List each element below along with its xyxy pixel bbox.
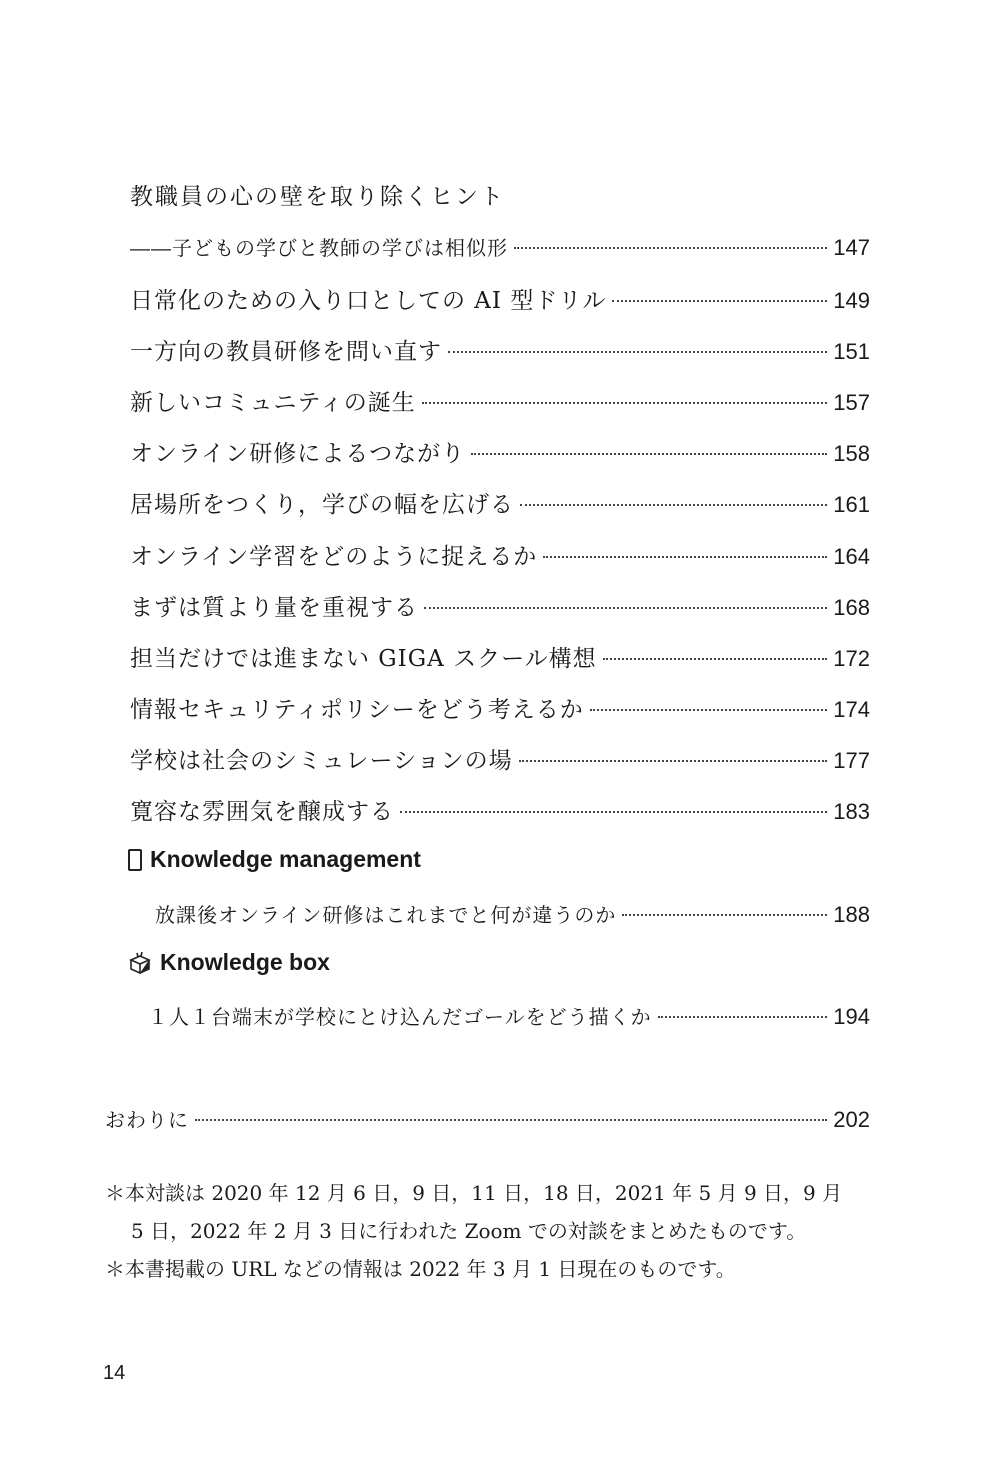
leader-dots bbox=[612, 300, 827, 302]
toc-entry-title: 学校は社会のシミュレーションの場 bbox=[130, 748, 513, 774]
footnote-1: ＊本対談は 2020 年 12 月 6 日，9 日，11 日，18 日，2021 年 5 月 9 日，9 月 bbox=[105, 1181, 843, 1205]
knowledge-management-heading bbox=[128, 846, 421, 873]
toc-entry-page: 194 bbox=[833, 1004, 870, 1029]
toc-entry-page: 151 bbox=[833, 339, 870, 364]
toc-entry-title: おわりに bbox=[105, 1108, 189, 1132]
toc-entry-title: オンライン研修によるつながり bbox=[130, 441, 466, 467]
leader-dots bbox=[543, 556, 827, 558]
toc-entry bbox=[130, 282, 870, 315]
toc-entry bbox=[130, 232, 870, 261]
toc-entry-page: 183 bbox=[833, 799, 870, 824]
toc-entry-title: 放課後オンライン研修はこれまでと何が違うのか bbox=[155, 903, 617, 927]
toc-entry-title: 日常化のための入り口としての AI 型ドリル bbox=[130, 288, 607, 314]
toc-entry-page: 158 bbox=[833, 441, 870, 466]
leader-dots bbox=[658, 1016, 828, 1018]
toc-entry-page: 168 bbox=[833, 595, 870, 620]
toc-entry-title: 担当だけでは進まない GIGA スクール構想 bbox=[130, 646, 597, 672]
toc-entry-title: 情報セキュリティポリシーをどう考えるか bbox=[130, 697, 584, 723]
toc-entry bbox=[155, 899, 870, 928]
toc-entry bbox=[130, 793, 870, 826]
toc-entry bbox=[130, 435, 870, 468]
toc-entry-page: 177 bbox=[833, 748, 870, 773]
leader-dots bbox=[448, 351, 827, 353]
tablet-icon bbox=[128, 849, 142, 871]
knowledge-management-label: Knowledge management bbox=[150, 846, 421, 872]
toc-entry-title: 一方向の教員研修を問い直す bbox=[130, 339, 442, 365]
leader-dots bbox=[520, 504, 827, 506]
toc-entry-title: オンライン学習をどのように捉えるか bbox=[130, 544, 538, 570]
toc-entry bbox=[130, 691, 870, 724]
toc-chapter-heading: 教職員の心の壁を取り除くヒント bbox=[130, 184, 505, 210]
toc-entry-title: 新しいコミュニティの誕生 bbox=[130, 390, 416, 416]
toc-entry-title: 居場所をつくり，学びの幅を広げる bbox=[130, 492, 514, 518]
toc-entry-page: 164 bbox=[833, 544, 870, 569]
leader-dots bbox=[622, 914, 827, 916]
toc-entry-page: 188 bbox=[833, 902, 870, 927]
toc-entry bbox=[130, 640, 870, 673]
footnote-2: ＊本書掲載の URL などの情報は 2022 年 3 月 1 日現在のものです。 bbox=[105, 1257, 736, 1281]
toc-entry-page: 147 bbox=[833, 235, 870, 260]
toc-entry-title: まずは質より量を重視する bbox=[130, 595, 418, 621]
leader-dots bbox=[590, 709, 828, 711]
toc-entry bbox=[130, 742, 870, 775]
footnote-1-continued: 5 日，2022 年 2 月 3 日に行われた Zoom での対談をまとめたものです。 bbox=[131, 1219, 807, 1243]
page-number: 14 bbox=[103, 1362, 126, 1384]
toc-entry-page: 149 bbox=[833, 288, 870, 313]
leader-dots bbox=[424, 607, 827, 609]
knowledge-box-label: Knowledge box bbox=[160, 949, 330, 975]
toc-entry-title: １人１台端末が学校にとけ込んだゴールをどう描くか bbox=[148, 1005, 652, 1029]
toc-entry-page: 172 bbox=[833, 646, 870, 671]
toc-entry-title: ――子どもの学びと教師の学びは相似形 bbox=[130, 236, 508, 260]
leader-dots bbox=[471, 453, 827, 455]
toc-entry bbox=[130, 486, 870, 519]
toc-entry bbox=[130, 538, 870, 571]
toc-entry bbox=[130, 333, 870, 366]
toc-entry bbox=[130, 589, 870, 622]
toc-entry-afterword bbox=[105, 1104, 870, 1133]
leader-dots bbox=[519, 760, 828, 762]
leader-dots bbox=[514, 247, 827, 249]
toc-entry bbox=[148, 1001, 870, 1030]
toc-entry-page: 202 bbox=[833, 1107, 870, 1132]
leader-dots bbox=[603, 658, 828, 660]
toc-entry-page: 174 bbox=[833, 697, 870, 722]
toc-entry bbox=[130, 384, 870, 417]
knowledge-box-heading bbox=[128, 949, 330, 976]
leader-dots bbox=[400, 811, 827, 813]
box-icon bbox=[128, 952, 152, 974]
toc-entry-title: 寛容な雰囲気を醸成する bbox=[130, 799, 394, 825]
leader-dots bbox=[195, 1119, 827, 1121]
toc-entry-page: 157 bbox=[833, 390, 870, 415]
toc-entry-page: 161 bbox=[833, 492, 870, 517]
leader-dots bbox=[422, 402, 828, 404]
footnotes bbox=[105, 1174, 875, 1288]
